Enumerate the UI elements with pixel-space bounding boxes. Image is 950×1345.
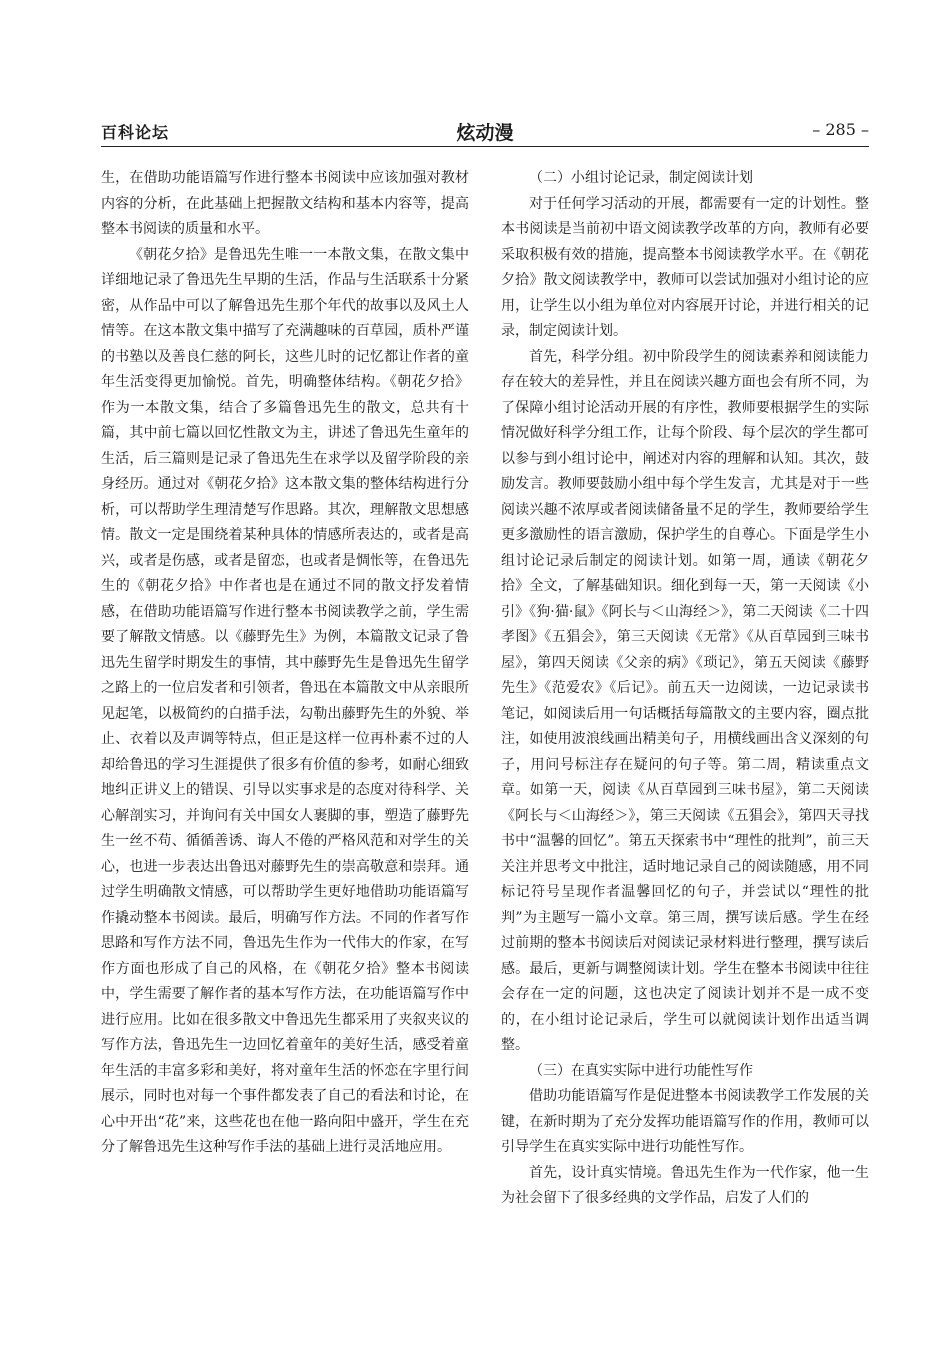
- page-header: [101, 118, 869, 144]
- journal-title: 炫动漫: [456, 122, 514, 144]
- journal-section-name: 百科论坛: [101, 123, 170, 142]
- paragraph: 《朝花夕拾》是鲁迅先生唯一一本散文集，在散文集中详细地记录了鲁迅先生早期的生活，作品与生活联系十分紧密，从作品中可以了解鲁迅先生那个年代的故事以及风土人情等。在这本散文集中描写了充满趣味的百草园，质朴严谨的书塾以及善良仁慈的阿长，这些儿时的记忆都让作者的童年生活变得更加愉悦。首先，明确整体结构。《朝花夕拾》作为一本散文集，结合了多篇鲁迅先生的散文，总共有十篇，其中前七篇以回忆性散文为主，讲述了鲁迅先生童年的生活，后三篇则是记录了鲁迅先生在求学以及留学阶段的亲身经历。通过对《朝花夕拾》这本散文集的整体结构进行分析，可以帮助学生理清楚写作思路。其次，理解散文思想感情。散文一定是围绕着某种具体的情感所表达的，或者是高兴，或者是伤感，或者是留恋，也或者是惆怅等，在鲁迅先生的《朝花夕拾》中作者也是在通过不同的散文抒发着情感，在借助功能语篇写作进行整本书阅读教学之前，学生需要了解散文情感。以《藤野先生》为例，本篇散文记录了鲁迅先生留学时期发生的事情，其中藤野先生是鲁迅先生留学之路上的一位启发者和引领者，鲁迅在本篇散文中从亲眼所见起笔，以极简约的白描手法，勾勒出藤野先生的外貌、举止、衣着以及声调等特点，但正是这样一位再朴素不过的人却给鲁迅的学习生涯提供了很多有价值的参考，如耐心细致地纠正讲义上的错误、引导以实事求是的态度对待科学、关心解剖实习，并询问有关中国女人裹脚的事，塑造了藤野先生一丝不苟、循循善诱、诲人不倦的严格风范和对学生的关心，也进一步表达出鲁迅对藤野先生的崇高敬意和崇拜。通过学生明确散文情感，可以帮助学生更好地借助功能语篇写作撬动整本书阅读。最后，明确写作方法。不同的作者写作思路和写作方法不同，鲁迅先生作为一代伟大的作家，在写作方面也形成了自己的风格，在《朝花夕拾》整本书阅读中，学生需要了解作者的基本写作方法，在功能语篇写作中进行应用。比如在很多散文中鲁迅先生都采用了夹叙夹议的写作方法，鲁迅先生一边回忆着童年的美好生活，感受着童年生活的丰富多彩和美好，将对童年生活的怀恋在字里行间展示，同时也对每一个事件都发表了自己的看法和讨论，在心中开出“花”来，这些花也在他一路向阳中盛开，学生在充分了解鲁迅先生这种写作手法的基础上进行灵活地应用。: [101, 246, 469, 1155]
- right-column: [501, 166, 869, 1212]
- page-number: – 285 –: [812, 120, 869, 139]
- section-heading-2: （二）小组讨论记录，制定阅读计划: [529, 170, 753, 186]
- section-heading-3: （三）在真实实际中进行功能性写作: [529, 1062, 753, 1079]
- paragraph: 借助功能语篇写作是促进整本书阅读教学工作发展的关键，在新时期为了充分发挥功能语篇写作的作用，教师可以引导学生在真实实际中进行功能性写作。: [501, 1088, 869, 1155]
- paragraph-continued: 生，在借助功能语篇写作进行整本书阅读中应该加强对教材内容的分析，在此基础上把握散文结构和基本内容等，提高整本书阅读的质量和水平。: [101, 170, 469, 237]
- paragraph: 首先，设计真实情境。鲁迅先生作为一代作家，他一生为社会留下了很多经典的文学作品，启发了人们的: [501, 1164, 869, 1206]
- left-column: [101, 166, 469, 1161]
- paragraph: 对于任何学习活动的开展，都需要有一定的计划性。整本书阅读是当前初中语文阅读教学改革的方向，教师有必要采取积极有效的措施，提高整本书阅读教学水平。在《朝花夕拾》散文阅读教学中，教师可以尝试加强对小组讨论的应用，让学生以小组为单位对内容展开讨论，并进行相关的记录，制定阅读计划。: [501, 195, 869, 339]
- paragraph: 首先，科学分组。初中阶段学生的阅读素养和阅读能力存在较大的差异性，并且在阅读兴趣方面也会有所不同，为了保障小组讨论活动开展的有序性，教师要根据学生的实际情况做好科学分组工作，让每个阶段、每个层次的学生都可以参与到小组讨论中，阐述对内容的理解和认知。其次，鼓励发言。教师要鼓励小组中每个学生发言，尤其是对于一些阅读兴趣不浓厚或者阅读储备量不足的学生，教师要给学生更多激励性的语言激励，保护学生的自尊心。下面是学生小组讨论记录后制定的阅读计划。如第一周，通读《朝花夕拾》全文，了解基础知识。细化到每一天，第一天阅读《小引》《狗·猫·鼠》《阿长与＜山海经＞》，第二天阅读《二十四孝图》《五猖会》，第三天阅读《无常》《从百草园到三味书屋》，第四天阅读《父亲的病》《琐记》，第五天阅读《藤野先生》《范爱农》《后记》。前五天一边阅读，一边记录读书笔记，如阅读后用一句话概括每篇散文的主要内容，圈点批注，如使用波浪线画出精美句子，用横线画出含义深刻的句子，用问号标注存在疑问的句子等。第二周，精读重点文章。如第一天，阅读《从百草园到三味书屋》，第二天阅读《阿长与＜山海经＞》，第三天阅读《五猖会》，第四天寻找书中“温馨的回忆”。第五天探索书中“理性的批判”，前三天关注并思考文中批注，适时地记录自己的阅读随感，用不同标记符号呈现作者温馨回忆的句子，并尝试以“理性的批判”为主题写一篇小文章。第三周，撰写读后感。学生在经过前期的整本书阅读后对阅读记录材料进行整理，撰写读后感。最后，更新与调整阅读计划。学生在整本书阅读中往往会存在一定的问题，这也决定了阅读计划并不是一成不变的，在小组讨论记录后，学生可以就阅读计划作出适当调整。: [501, 348, 869, 1053]
- header-divider: [101, 146, 869, 147]
